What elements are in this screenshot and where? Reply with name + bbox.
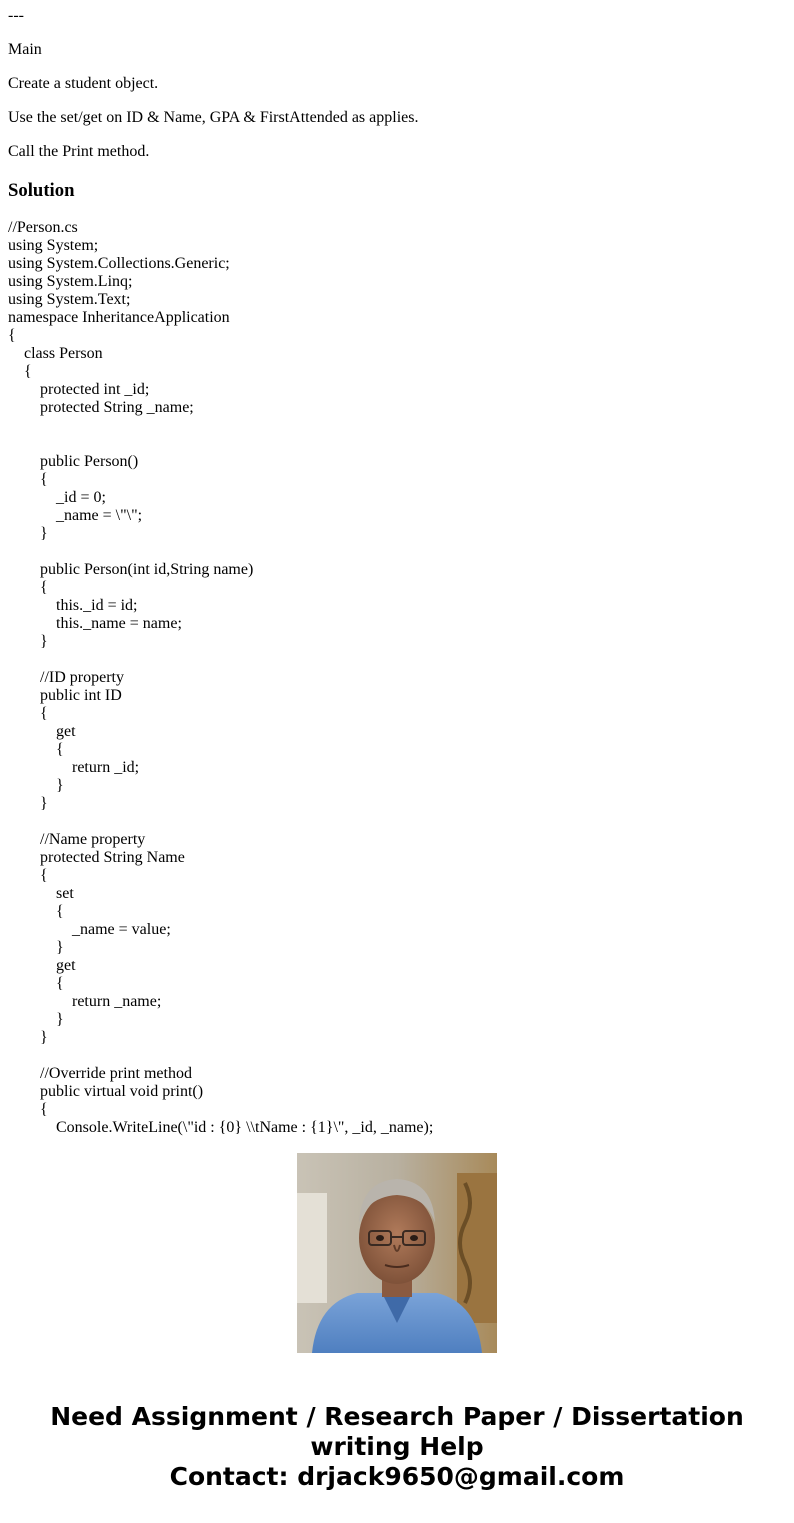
solution-heading: Solution (8, 180, 75, 201)
code-listing: //Person.cs using System; using System.Collections.Generic; using System.Linq; using System.Text; namespace InheritanceApplication { class Person { protected int _id; protected String _name; public Person() { _id = 0; _name = \"\"; } public Person(int id,String name) { this._id = id; this._name = name; } //ID property public int ID { get { return _id; } } //Name property protected String Name { set { _name = value; } get { return _name; } } //Override print method public virtual void print() { Console.WriteLine(\"id : {0} \\tName : {1}\", _id, _name); (8, 219, 434, 1136)
instruction-set-get: Use the set/get on ID & Name, GPA & FirstAttended as applies. (8, 109, 419, 126)
main-label: Main (8, 41, 42, 58)
instruction-call-print: Call the Print method. (8, 143, 150, 160)
code-block (8, 219, 786, 1136)
promo-line-1: Need Assignment / Research Paper / Dissertation (50, 1402, 744, 1431)
promo-line-2: writing Help (310, 1432, 484, 1461)
author-avatar (297, 1153, 497, 1353)
instruction-create-student: Create a student object. (8, 75, 159, 92)
separator-line: --- (8, 7, 24, 24)
contact-promo (0, 1402, 794, 1492)
promo-contact: Contact: drjack9650@gmail.com (169, 1462, 625, 1491)
